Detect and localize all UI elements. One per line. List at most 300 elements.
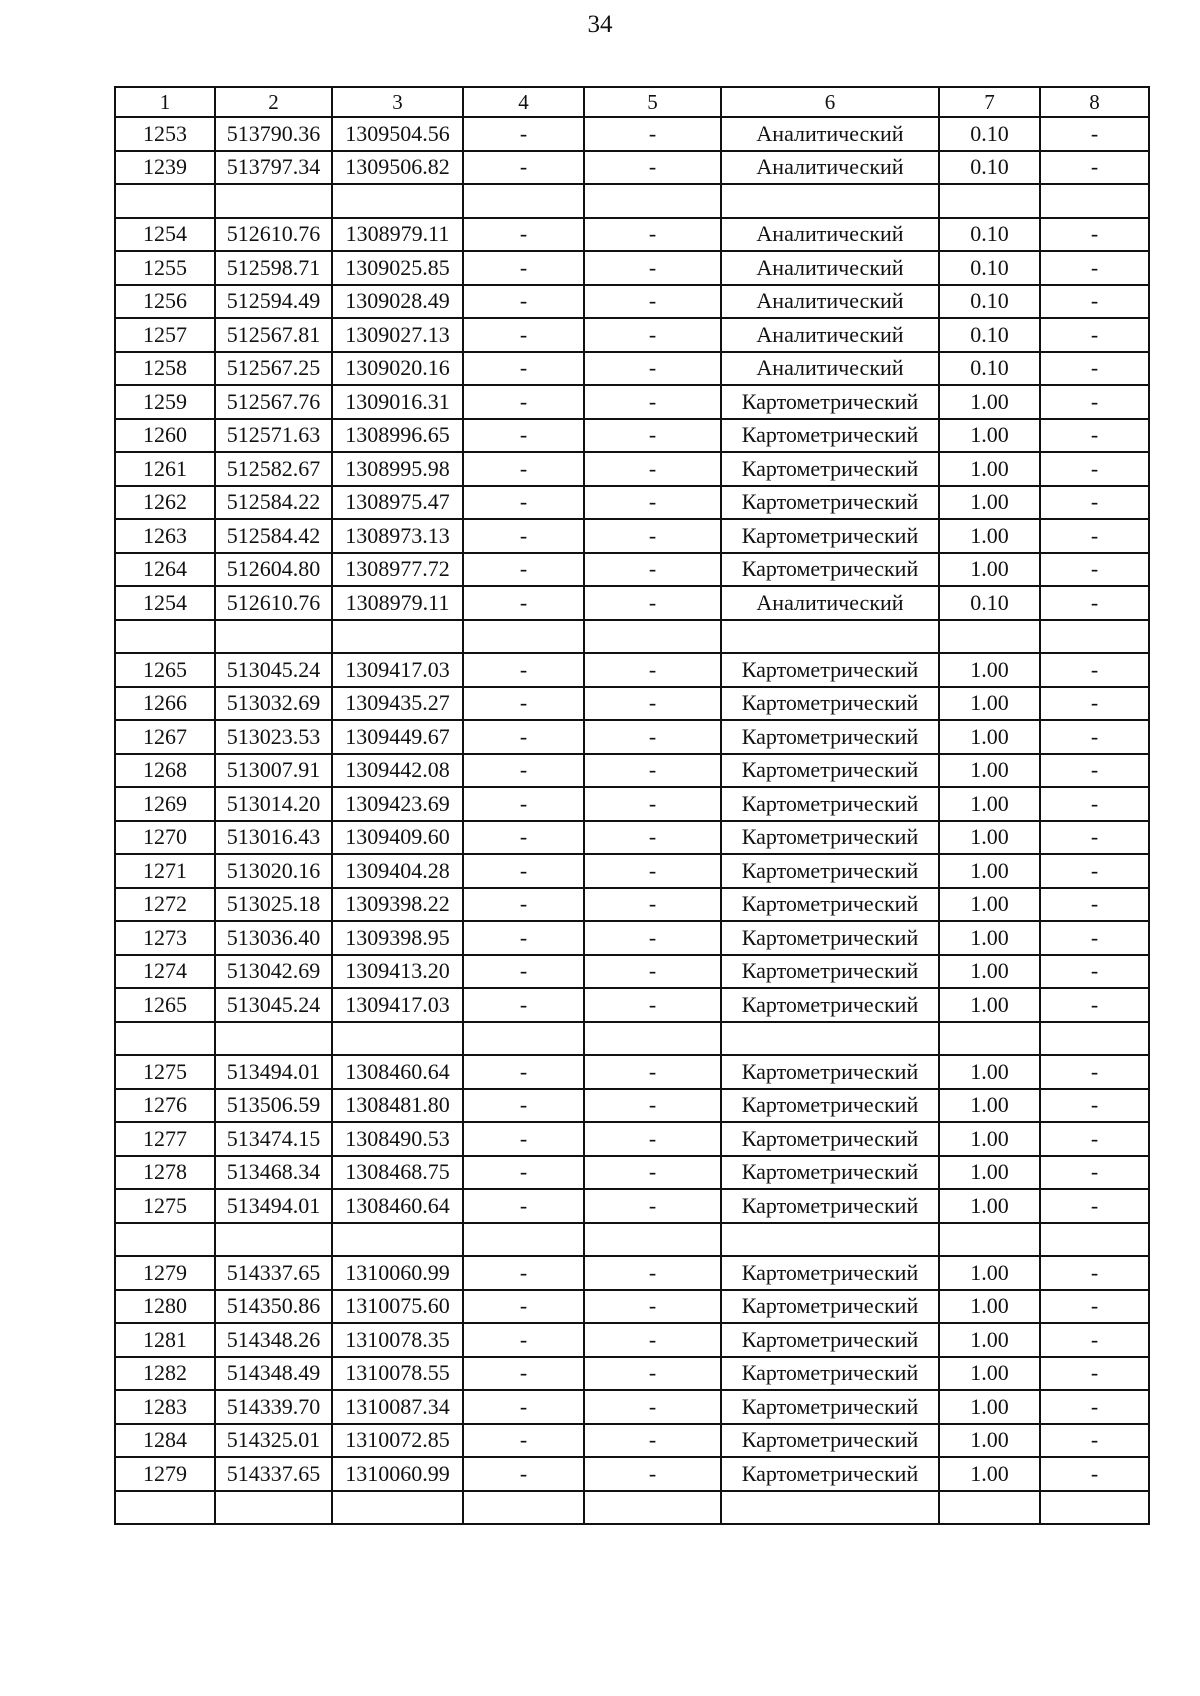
separator-row <box>115 1223 1149 1257</box>
table-cell: 513007.91 <box>215 754 332 788</box>
table-cell: 1308460.64 <box>332 1055 463 1089</box>
table-cell: 514348.26 <box>215 1323 332 1357</box>
table-cell <box>584 620 721 654</box>
table-cell: - <box>1040 251 1149 285</box>
column-header-7: 7 <box>939 87 1040 117</box>
table-cell: - <box>463 1089 584 1123</box>
table-cell: - <box>584 988 721 1022</box>
table-cell: 1254 <box>115 218 215 252</box>
table-cell <box>115 1491 215 1525</box>
table-cell: - <box>1040 385 1149 419</box>
table-cell: 1309025.85 <box>332 251 463 285</box>
table-row <box>115 486 1149 520</box>
table-cell: 1309504.56 <box>332 117 463 151</box>
table-cell: 1275 <box>115 1189 215 1223</box>
table-cell: Картометрический <box>721 1256 939 1290</box>
table-cell: 512598.71 <box>215 251 332 285</box>
table-cell: 1278 <box>115 1156 215 1190</box>
table-cell: 513014.20 <box>215 787 332 821</box>
coordinates-table <box>114 86 1150 1525</box>
table-row <box>115 1457 1149 1491</box>
table-cell <box>332 1223 463 1257</box>
table-cell: - <box>463 218 584 252</box>
table-cell: 1.00 <box>939 1323 1040 1357</box>
table-cell: 513045.24 <box>215 988 332 1022</box>
table-cell: Картометрический <box>721 1156 939 1190</box>
table-cell: - <box>463 1357 584 1391</box>
table-cell: - <box>584 754 721 788</box>
table-cell: 1309398.22 <box>332 888 463 922</box>
table-cell: 0.10 <box>939 318 1040 352</box>
table-cell: 1308973.13 <box>332 519 463 553</box>
table-row <box>115 1055 1149 1089</box>
table-cell: - <box>463 486 584 520</box>
table-cell: 1310072.85 <box>332 1424 463 1458</box>
table-cell: 1308975.47 <box>332 486 463 520</box>
table-cell <box>584 1022 721 1056</box>
table-row <box>115 151 1149 185</box>
table-cell: - <box>463 1122 584 1156</box>
table-cell: 1309016.31 <box>332 385 463 419</box>
table-cell: - <box>584 1089 721 1123</box>
table-cell: 1309028.49 <box>332 285 463 319</box>
table-cell: - <box>584 385 721 419</box>
table-cell: - <box>584 486 721 520</box>
table-cell: - <box>584 1290 721 1324</box>
table-cell: 513494.01 <box>215 1055 332 1089</box>
table-cell: Картометрический <box>721 452 939 486</box>
table-cell: Картометрический <box>721 921 939 955</box>
table-cell <box>721 1022 939 1056</box>
table-cell: 512610.76 <box>215 218 332 252</box>
table-cell: 1257 <box>115 318 215 352</box>
table-cell <box>463 1223 584 1257</box>
table-cell: Картометрический <box>721 1424 939 1458</box>
table-cell: - <box>584 318 721 352</box>
table-cell: - <box>1040 1122 1149 1156</box>
table-row <box>115 1323 1149 1357</box>
table-row <box>115 1189 1149 1223</box>
table-cell: Картометрический <box>721 854 939 888</box>
table-cell: 1310078.35 <box>332 1323 463 1357</box>
table-cell <box>1040 620 1149 654</box>
table-cell: - <box>1040 519 1149 553</box>
table-cell <box>584 1491 721 1525</box>
table-cell: 513023.53 <box>215 720 332 754</box>
table-cell: Картометрический <box>721 955 939 989</box>
table-row <box>115 754 1149 788</box>
table-cell <box>721 1223 939 1257</box>
table-cell: 1308460.64 <box>332 1189 463 1223</box>
table-row <box>115 251 1149 285</box>
table-cell: - <box>584 251 721 285</box>
table-cell: Картометрический <box>721 385 939 419</box>
page-number: 34 <box>587 11 613 38</box>
table-cell: 513474.15 <box>215 1122 332 1156</box>
column-header-4: 4 <box>463 87 584 117</box>
table-cell: 1309506.82 <box>332 151 463 185</box>
table-header <box>115 87 1149 117</box>
table-cell <box>115 1022 215 1056</box>
table-row <box>115 720 1149 754</box>
table-cell: Картометрический <box>721 687 939 721</box>
table-cell: - <box>463 586 584 620</box>
table-row <box>115 1156 1149 1190</box>
table-row <box>115 218 1149 252</box>
table-cell: - <box>463 1189 584 1223</box>
table-cell: - <box>1040 1189 1149 1223</box>
table-cell <box>463 184 584 218</box>
table-cell <box>332 1491 463 1525</box>
table-cell: 514348.49 <box>215 1357 332 1391</box>
table-cell: 1272 <box>115 888 215 922</box>
table-cell: 1273 <box>115 921 215 955</box>
table-cell: - <box>1040 1323 1149 1357</box>
table-cell: 1.00 <box>939 1357 1040 1391</box>
table-cell: 1264 <box>115 553 215 587</box>
table-cell: 1.00 <box>939 1290 1040 1324</box>
table-cell: 1279 <box>115 1457 215 1491</box>
separator-row <box>115 1022 1149 1056</box>
table-cell: - <box>463 821 584 855</box>
table-cell: 1239 <box>115 151 215 185</box>
table-cell: - <box>584 452 721 486</box>
table-cell <box>115 1223 215 1257</box>
table-cell: - <box>1040 821 1149 855</box>
table-cell <box>332 620 463 654</box>
table-cell: - <box>1040 653 1149 687</box>
table-cell: 1.00 <box>939 486 1040 520</box>
table-cell: 1.00 <box>939 452 1040 486</box>
table-cell: - <box>463 318 584 352</box>
table-cell: 1309449.67 <box>332 720 463 754</box>
table-cell: - <box>463 1390 584 1424</box>
table-cell: - <box>463 1424 584 1458</box>
table-cell: 1.00 <box>939 419 1040 453</box>
table-cell: 1282 <box>115 1357 215 1391</box>
table-row <box>115 1122 1149 1156</box>
table-cell: 1309398.95 <box>332 921 463 955</box>
table-cell: 1.00 <box>939 519 1040 553</box>
table-cell: 1.00 <box>939 653 1040 687</box>
table-cell: - <box>1040 553 1149 587</box>
table-cell: 1259 <box>115 385 215 419</box>
table-cell: 1.00 <box>939 1156 1040 1190</box>
table-cell: - <box>463 955 584 989</box>
table-row <box>115 921 1149 955</box>
table-row <box>115 1089 1149 1123</box>
table-cell: - <box>584 117 721 151</box>
table-cell <box>215 1223 332 1257</box>
table-cell: - <box>584 519 721 553</box>
table-cell: 1309442.08 <box>332 754 463 788</box>
table-row <box>115 352 1149 386</box>
table-cell: - <box>584 1256 721 1290</box>
table-cell: 512610.76 <box>215 586 332 620</box>
table-cell: Картометрический <box>721 754 939 788</box>
table-cell: Картометрический <box>721 1457 939 1491</box>
column-header-8: 8 <box>1040 87 1149 117</box>
table-cell: 513016.43 <box>215 821 332 855</box>
table-cell: 512567.76 <box>215 385 332 419</box>
table-cell: 1.00 <box>939 854 1040 888</box>
table-cell: - <box>584 1055 721 1089</box>
table-cell <box>115 184 215 218</box>
table-cell: 1275 <box>115 1055 215 1089</box>
table-cell: 1274 <box>115 955 215 989</box>
table-cell: 512604.80 <box>215 553 332 587</box>
table-cell: 1309027.13 <box>332 318 463 352</box>
table-cell: - <box>1040 1390 1149 1424</box>
table-cell: - <box>1040 754 1149 788</box>
table-cell: 1309413.20 <box>332 955 463 989</box>
table-cell: 1255 <box>115 251 215 285</box>
table-cell: - <box>584 285 721 319</box>
table-row <box>115 318 1149 352</box>
table-cell: 1.00 <box>939 1256 1040 1290</box>
table-cell: Картометрический <box>721 888 939 922</box>
table-cell: 0.10 <box>939 151 1040 185</box>
table-cell: - <box>1040 452 1149 486</box>
table-row <box>115 888 1149 922</box>
table-cell: - <box>463 754 584 788</box>
table-cell: Картометрический <box>721 1089 939 1123</box>
table-cell: Аналитический <box>721 117 939 151</box>
table-cell: - <box>584 1156 721 1190</box>
table-cell: - <box>1040 1156 1149 1190</box>
table-cell: - <box>584 787 721 821</box>
table-cell: 1261 <box>115 452 215 486</box>
table-row <box>115 787 1149 821</box>
table-cell: 1309020.16 <box>332 352 463 386</box>
table-cell: 0.10 <box>939 251 1040 285</box>
table-cell: - <box>584 854 721 888</box>
table-cell: 1310075.60 <box>332 1290 463 1324</box>
table-cell: - <box>463 452 584 486</box>
separator-row <box>115 1491 1149 1525</box>
table-cell: 1308490.53 <box>332 1122 463 1156</box>
table-cell: 514339.70 <box>215 1390 332 1424</box>
table-cell: 1254 <box>115 586 215 620</box>
table-cell: 1269 <box>115 787 215 821</box>
table-cell: - <box>584 151 721 185</box>
table-cell: - <box>1040 921 1149 955</box>
table-cell: - <box>584 1323 721 1357</box>
table-cell: 0.10 <box>939 285 1040 319</box>
table-cell: 1.00 <box>939 1189 1040 1223</box>
table-cell: - <box>1040 486 1149 520</box>
table-body <box>115 117 1149 1524</box>
table-cell: Картометрический <box>721 519 939 553</box>
table-cell: - <box>1040 988 1149 1022</box>
separator-row <box>115 620 1149 654</box>
table-cell: - <box>584 218 721 252</box>
table-cell: - <box>584 1122 721 1156</box>
table-cell <box>721 184 939 218</box>
table-cell: - <box>584 653 721 687</box>
column-header-1: 1 <box>115 87 215 117</box>
table-cell: Аналитический <box>721 151 939 185</box>
table-cell: - <box>463 653 584 687</box>
table-cell: - <box>463 553 584 587</box>
table-cell: Аналитический <box>721 285 939 319</box>
table-row <box>115 1256 1149 1290</box>
table-cell: 513020.16 <box>215 854 332 888</box>
table-cell: - <box>463 419 584 453</box>
table-cell: - <box>584 821 721 855</box>
table-cell: 1265 <box>115 653 215 687</box>
table-cell: 1263 <box>115 519 215 553</box>
table-cell: - <box>463 1156 584 1190</box>
table-cell: 1265 <box>115 988 215 1022</box>
table-row <box>115 385 1149 419</box>
table-cell <box>463 1491 584 1525</box>
table-cell: - <box>584 921 721 955</box>
table-cell: - <box>1040 888 1149 922</box>
table-cell: - <box>1040 1290 1149 1324</box>
table-cell: 1.00 <box>939 1424 1040 1458</box>
table-cell: 1.00 <box>939 921 1040 955</box>
table-cell: - <box>463 385 584 419</box>
table-cell: - <box>1040 151 1149 185</box>
table-cell: 1310078.55 <box>332 1357 463 1391</box>
table-cell: 1.00 <box>939 687 1040 721</box>
table-cell: - <box>463 251 584 285</box>
table-cell: 1.00 <box>939 385 1040 419</box>
table-cell: - <box>463 1256 584 1290</box>
table-cell: - <box>1040 419 1149 453</box>
table-cell: 512567.81 <box>215 318 332 352</box>
table-cell: 1262 <box>115 486 215 520</box>
table-cell: - <box>463 285 584 319</box>
table-cell: Картометрический <box>721 720 939 754</box>
table-cell <box>1040 1491 1149 1525</box>
table-cell: 1308979.11 <box>332 586 463 620</box>
table-cell: - <box>584 955 721 989</box>
table-row <box>115 519 1149 553</box>
table-cell: - <box>584 1424 721 1458</box>
table-cell: 1266 <box>115 687 215 721</box>
table-row <box>115 553 1149 587</box>
table-cell <box>721 1491 939 1525</box>
table-cell: 1284 <box>115 1424 215 1458</box>
table-cell: 512571.63 <box>215 419 332 453</box>
table-cell: 1281 <box>115 1323 215 1357</box>
table-cell: 1.00 <box>939 988 1040 1022</box>
table-cell: - <box>463 988 584 1022</box>
table-cell: 1271 <box>115 854 215 888</box>
table-cell: 513506.59 <box>215 1089 332 1123</box>
table-cell: 1308481.80 <box>332 1089 463 1123</box>
table-cell: 513045.24 <box>215 653 332 687</box>
table-row <box>115 117 1149 151</box>
table-cell: - <box>1040 687 1149 721</box>
table-cell: 1.00 <box>939 553 1040 587</box>
table-cell: 1309435.27 <box>332 687 463 721</box>
table-cell: 1.00 <box>939 821 1040 855</box>
table-cell: 512582.67 <box>215 452 332 486</box>
table-cell: 1283 <box>115 1390 215 1424</box>
table-cell: 1279 <box>115 1256 215 1290</box>
table-cell: 512584.22 <box>215 486 332 520</box>
table-cell: - <box>584 720 721 754</box>
table-row <box>115 1390 1149 1424</box>
table-cell <box>584 184 721 218</box>
table-cell: - <box>1040 787 1149 821</box>
table-cell: - <box>463 888 584 922</box>
table-cell: 1308468.75 <box>332 1156 463 1190</box>
table-cell: Картометрический <box>721 1323 939 1357</box>
table-cell: - <box>1040 318 1149 352</box>
table-cell <box>215 1491 332 1525</box>
table-cell <box>721 620 939 654</box>
table-cell: 1309417.03 <box>332 653 463 687</box>
table-row <box>115 653 1149 687</box>
table-cell: - <box>1040 720 1149 754</box>
table-cell <box>332 184 463 218</box>
table-cell: - <box>584 419 721 453</box>
table-cell <box>1040 184 1149 218</box>
table-cell: 0.10 <box>939 117 1040 151</box>
table-cell: Картометрический <box>721 1290 939 1324</box>
table-cell: - <box>1040 1055 1149 1089</box>
table-cell <box>332 1022 463 1056</box>
table-cell: 1.00 <box>939 1055 1040 1089</box>
table-cell: - <box>463 519 584 553</box>
table-cell: - <box>1040 1089 1149 1123</box>
table-cell: - <box>1040 1357 1149 1391</box>
table-row <box>115 1424 1149 1458</box>
table-cell: - <box>463 1457 584 1491</box>
table-cell: 1.00 <box>939 888 1040 922</box>
column-header-5: 5 <box>584 87 721 117</box>
table-cell: - <box>1040 352 1149 386</box>
table-cell: - <box>1040 117 1149 151</box>
table-cell: Картометрический <box>721 1055 939 1089</box>
table-cell: - <box>1040 1457 1149 1491</box>
table-cell: 513025.18 <box>215 888 332 922</box>
table-cell: - <box>463 687 584 721</box>
table-cell: Картометрический <box>721 821 939 855</box>
table-cell: 1253 <box>115 117 215 151</box>
table-cell: 1256 <box>115 285 215 319</box>
table-cell: 1260 <box>115 419 215 453</box>
table-cell: 1308995.98 <box>332 452 463 486</box>
table-cell: - <box>463 117 584 151</box>
table-cell: - <box>463 720 584 754</box>
table-cell: 512594.49 <box>215 285 332 319</box>
table-cell: 1309423.69 <box>332 787 463 821</box>
table-cell: 0.10 <box>939 586 1040 620</box>
table-cell: - <box>463 787 584 821</box>
column-header-2: 2 <box>215 87 332 117</box>
header-row <box>115 87 1149 117</box>
table-cell: 1.00 <box>939 754 1040 788</box>
table-cell: 1310060.99 <box>332 1256 463 1290</box>
table-row <box>115 955 1149 989</box>
separator-row <box>115 184 1149 218</box>
table-cell: 1309404.28 <box>332 854 463 888</box>
table-cell: 513032.69 <box>215 687 332 721</box>
table-cell <box>939 620 1040 654</box>
table-cell <box>215 184 332 218</box>
table-cell: 1.00 <box>939 787 1040 821</box>
table-cell: 1.00 <box>939 1390 1040 1424</box>
table-cell: 1277 <box>115 1122 215 1156</box>
table-cell <box>463 1022 584 1056</box>
table-cell: Картометрический <box>721 486 939 520</box>
table-cell: Картометрический <box>721 1390 939 1424</box>
